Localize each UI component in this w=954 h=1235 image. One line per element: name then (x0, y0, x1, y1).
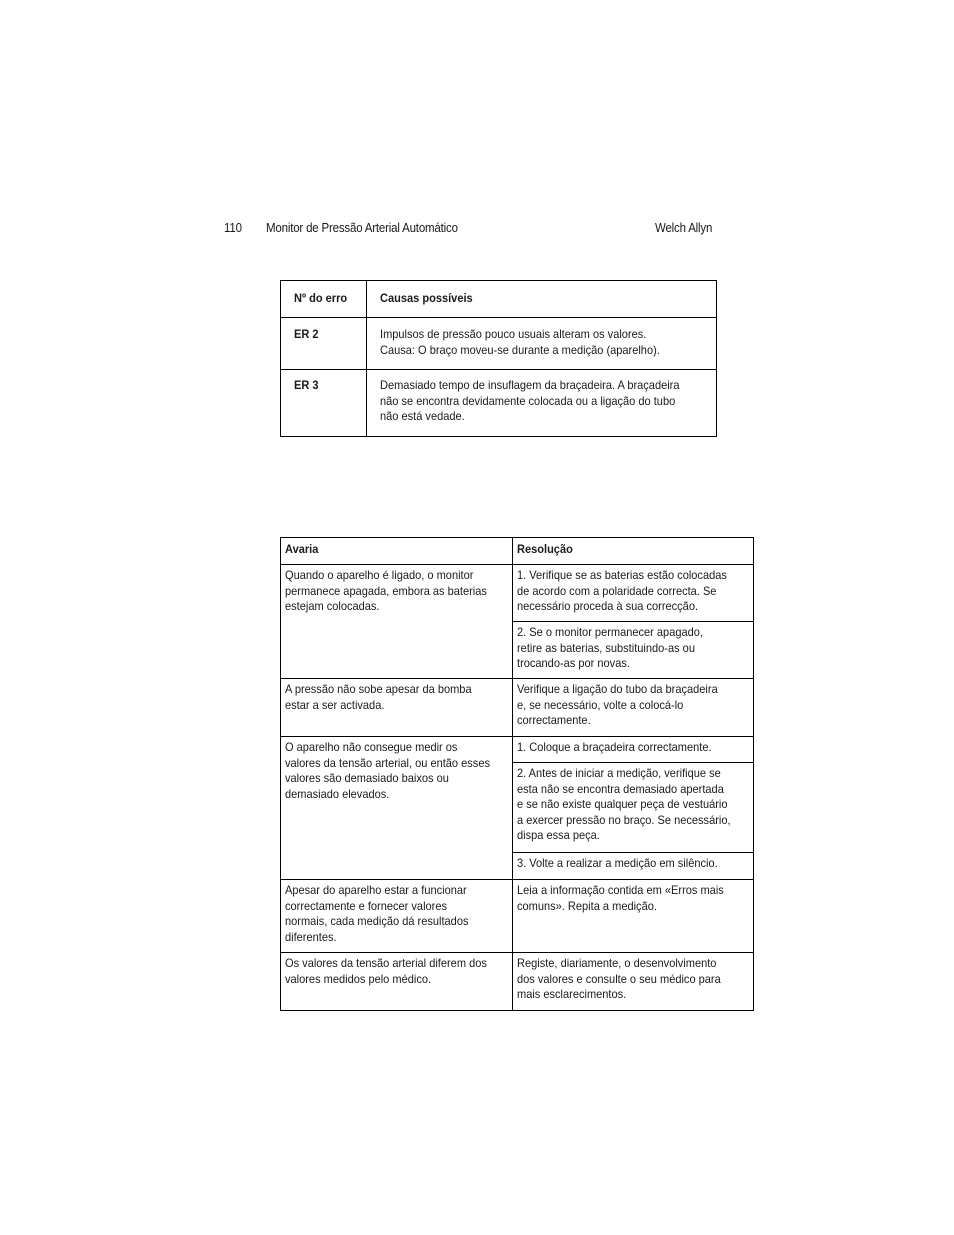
error-codes-table (280, 280, 717, 437)
brand-name: Welch Allyn (655, 221, 713, 235)
table-row (281, 318, 717, 370)
resolution-cell: 2. Se o monitor permanecer apagado, retire as baterias, substituindo-as ou trocando-as por novas. (512, 622, 753, 679)
error-cause-cell: Impulsos de pressão pouco usuais alteram os valores. Causa: O braço moveu-se durante a medição (aparelho). (367, 318, 717, 370)
fault-cell: A pressão não sobe apesar da bomba estar a ser activada. (281, 679, 513, 737)
resolution-cell: Verifique a ligação do tubo da braçadeira e, se necessário, volte a colocá-lo correctamente. (512, 679, 753, 737)
fault-cell: Quando o aparelho é ligado, o monitor permanece apagada, embora as baterias estejam colocadas. (281, 565, 513, 679)
fault-cell: Os valores da tensão arterial diferem dos valores medidos pelo médico. (281, 953, 513, 1011)
column-header-resolution: Resolução (512, 538, 753, 565)
error-code-cell: ER 2 (281, 318, 367, 370)
column-header-error-number: Nº do erro (281, 281, 367, 318)
error-cause-cell: Demasiado tempo de insuflagem da braçadeira. A braçadeira não se encontra devidamente colocada ou a ligação do tubo não está vedade. (367, 370, 717, 437)
table-row (281, 679, 754, 737)
column-header-fault: Avaria (281, 538, 513, 565)
resolution-cell: Leia a informação contida em «Erros mais comuns». Repita a medição. (512, 880, 753, 953)
resolution-cell: 3. Volte a realizar a medição em silêncio. (512, 853, 753, 880)
table-row (281, 737, 754, 763)
resolution-cell: 1. Verifique se as baterias estão colocadas de acordo com a polaridade correcta. Se necessário proceda à sua correcção. (512, 565, 753, 622)
table-row (281, 953, 754, 1011)
table-header-row (281, 281, 717, 318)
column-header-causes: Causas possíveis (367, 281, 717, 318)
troubleshooting-table (280, 537, 754, 1011)
resolution-cell: 2. Antes de iniciar a medição, verifique se esta não se encontra demasiado apertada e se não existe qualquer peça de vestuário a exercer pressão no braço. Se necessário, dispa essa peça. (512, 763, 753, 853)
fault-cell: O aparelho não consegue medir os valores da tensão arterial, ou então esses valores são demasiado baixos ou demasiado elevados. (281, 737, 513, 880)
table-header-row (281, 538, 754, 565)
page-number: 110 (224, 221, 242, 235)
resolution-cell: 1. Coloque a braçadeira correctamente. (512, 737, 753, 763)
running-title: Monitor de Pressão Arterial Automático (266, 221, 458, 235)
table-row (281, 880, 754, 953)
fault-cell: Apesar do aparelho estar a funcionar correctamente e fornecer valores normais, cada medição dá resultados diferentes. (281, 880, 513, 953)
resolution-cell: Registe, diariamente, o desenvolvimento dos valores e consulte o seu médico para mais esclarecimentos. (512, 953, 753, 1011)
table-row (281, 565, 754, 622)
table-row (281, 370, 717, 437)
error-code-cell: ER 3 (281, 370, 367, 437)
